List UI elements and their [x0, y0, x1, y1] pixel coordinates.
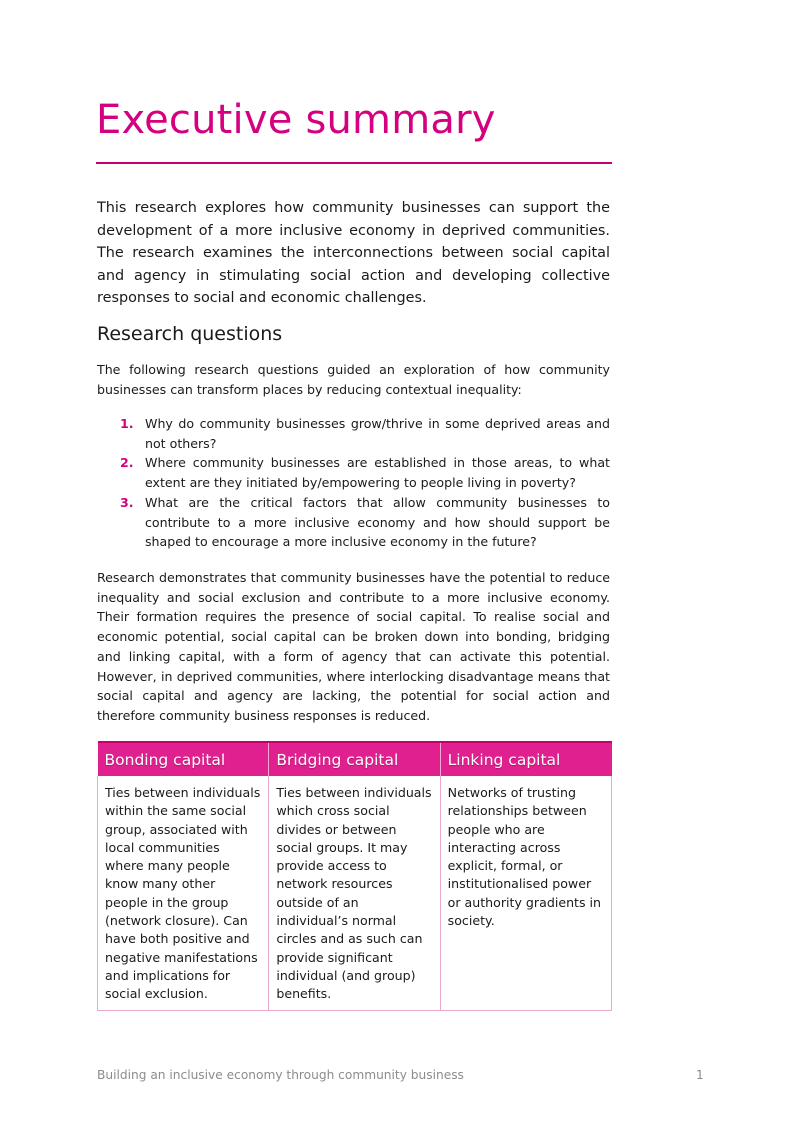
- research-questions-list: [120, 414, 610, 552]
- cell-bridging-capital: Ties between individuals which cross social divides or between social groups. It may provide access to network resources outside of an individual’s normal circles and as such can provide significant individual (and group) benefits.: [269, 776, 440, 1010]
- header-bridging-capital: Bridging capital: [269, 742, 440, 776]
- capital-types-table: [97, 741, 612, 1011]
- list-item-text: What are the critical factors that allow community businesses to contribute to a more inclusive economy and how should support be shaped to encourage a more inclusive economy in the future?: [145, 494, 610, 550]
- list-item-number: 3.: [120, 494, 134, 510]
- findings-paragraph: Research demonstrates that community businesses have the potential to reduce inequality and social exclusion and contribute to a more inclusive economy. Their formation requires the presence of social capital. To realise social and economic potential, social capital can be broken down into bonding, bridging and linking capital, with a form of agency that can activate this potential. However, in deprived communities, where interlocking disadvantage means that social capital and agency are lacking, the potential for social action and therefore community business responses is reduced.: [97, 570, 610, 723]
- table-row: [98, 776, 612, 1010]
- cell-linking-capital: Networks of trusting relationships between people who are interacting across explicit, formal, or institutionalised power or authority gradients in society.: [440, 776, 611, 1010]
- intro-paragraph: This research explores how community businesses can support the development of a more inclusive economy in deprived communities. The research examines the interconnections between social capital and agency in stimulating social action and developing collective responses to social and economic challenges.: [97, 200, 610, 306]
- cell-bonding-capital: Ties between individuals within the same social group, associated with local communities where many people know many other people in the group (network closure). Can have both positive and negative manifestations and implications for social exclusion.: [98, 776, 269, 1010]
- page-title: Executive summary: [96, 97, 496, 143]
- header-linking-capital: Linking capital: [440, 742, 611, 776]
- list-item-number: 2.: [120, 455, 134, 471]
- list-item-number: 1.: [120, 416, 134, 431]
- title-divider: [96, 162, 612, 164]
- research-questions-heading: Research questions: [97, 323, 283, 345]
- list-item-text: Why do community businesses grow/thrive in some deprived areas and not others?: [145, 416, 610, 451]
- header-bonding-capital: Bonding capital: [98, 742, 269, 776]
- research-questions-intro: The following research questions guided an exploration of how community businesses can transform places by reducing contextual inequality:: [97, 362, 610, 397]
- page-number: 1: [696, 1068, 704, 1082]
- list-item: [120, 414, 610, 453]
- list-item: [120, 453, 610, 492]
- list-item-text: Where community businesses are established in those areas, to what extent are they initiated by/empowering to people living in poverty?: [145, 455, 610, 491]
- table-header-row: [98, 742, 612, 776]
- list-item: [120, 493, 610, 552]
- footer-title: Building an inclusive economy through community business: [97, 1068, 464, 1082]
